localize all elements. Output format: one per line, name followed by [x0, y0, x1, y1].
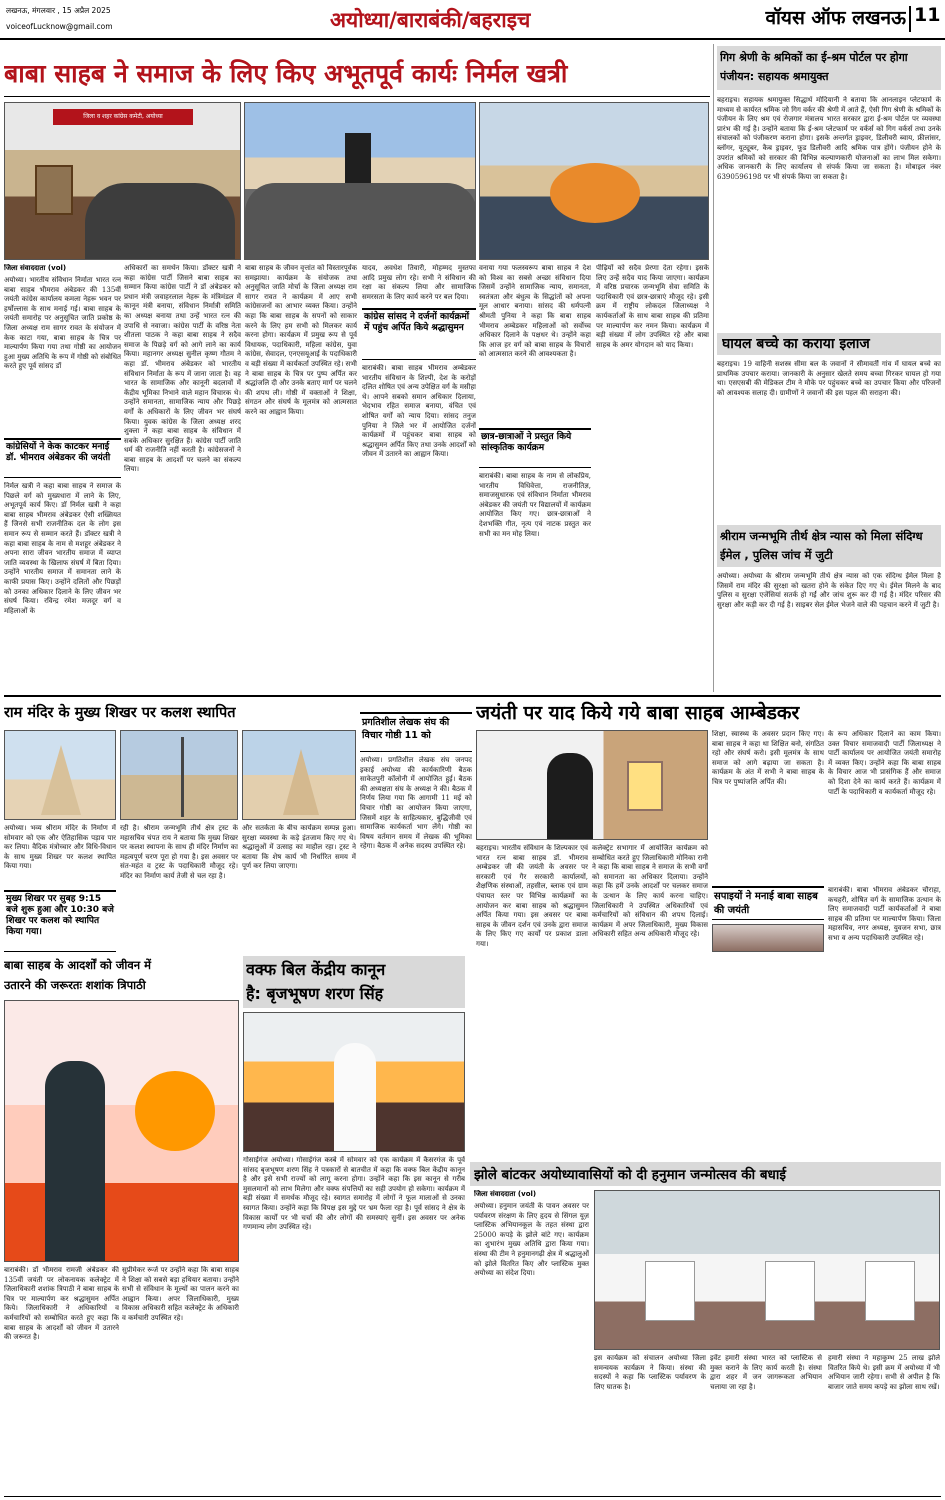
ambedkar-portrait [35, 165, 73, 215]
progressive-headline: प्रगतिशील लेखक संघ की विचार गोष्ठी 11 को [360, 712, 472, 752]
temple-photo-3 [242, 730, 356, 820]
photo-banner-text: जिला व शहर कांग्रेस कमेटी, अयोध्या [83, 113, 163, 120]
lead-subhead-1: कांग्रेसियों ने केक काटकर मनाई डॉ. भीमराव अंबेडकर की जयंती [4, 438, 121, 478]
lead-col-4: यादव, अवधेश तिवारी, मोहम्मद मुस्तफा आदि प्रमुख लोग रहे। सभी ने संविधान की रक्षा का संकल्प लिया और सामाजिक समरसता के लिए कार्य करने पर बल दिया। [362, 264, 476, 301]
bottom-rule [4, 1496, 941, 1497]
jhole-body-2: इस कार्यक्रम को संचालन अयोध्या जिला समन्वयक कार्यक्रम ने किया। संस्था की सदस्यों ने कहा कि प्लास्टिक पर्यावरण के लिए घातक है। [594, 1354, 706, 1391]
lead-col-1: अयोध्या। भारतीय संविधान निर्माता भारत रत्न बाबा साहब भीमराव अंबेडकर की 135वीं जयंती कांग्रेस कार्यालय कमला नेहरू भवन पर हर्षोल्लास के साथ मनाई गई। बाबा साहब के जयंती समारोह पर अनुसूचित जाति प्रकोष्ठ के जिला अध्यक्ष राम सागर रावत के संयोजन में केक काटा गया, बाबा साहब के चित्र पर माल्यार्पण किया गया तथा गोष्ठी का आयोजन हुआ मुख्य अतिथि के रूप में गोष्ठी को संबोधित करते हुए पूर्व सांसद डॉ [4, 276, 121, 371]
group-shape [245, 183, 476, 260]
email-headline: श्रीराम जन्मभूमि तीर्थ क्षेत्र न्यास को मिला संदिग्ध ईमेल , पुलिस जांच में जुटी [720, 529, 923, 562]
issue-date: लखनऊ, मंगलवार , 15 अप्रैल 2025 [6, 6, 111, 15]
jhole-body-3: इवेंट हमारी संस्था भारत को प्लास्टिक से मुक्त कराने के लिए कार्य करती है। संस्था द्वारा शहर में जन जागरूकता अभियान चलाया जा रहा है। [710, 1354, 822, 1391]
lead-col-2: अधिकारों का समर्थन किया। डॉक्टर खत्री ने कहा कांग्रेस पार्टी जिसने बाबा साहब का सम्मान किया कांग्रेस पार्टी ने डॉ अंबेडकर को प्रधान मंत्री जवाहरलाल नेहरू के मंत्रिमंडल में कानून मंत्री बनाया, संविधान निर्मात्री समिति का अध्यक्ष बनाया तथा उन्हें भारत रत्न की उपाधि से नवाजा। कांग्रेस पार्टी के वरिष्ठ नेता शीतला पाठक ने कहा बाबा साहब ने सदैव समाज के पिछड़े वर्ग को आगे लाने का कार्य किया। महानगर अध्यक्ष सुनील कृष्ण गौतम ने कहा डॉ. भीमराव अंबेडकर को भारतीय संविधान निर्माता के रूप में जाना जाता है। वह भारत के सामाजिक और कानूनी बदलावों में केंद्रीय भूमिका निभाने वाले महान विचारक थे। उन्होंने समानता, सामाजिक न्याय और पिछड़े वर्गों के अधिकारों के लिए जीवन भर संघर्ष किया। युवक कांग्रेस के जिला अध्यक्ष शरद शुक्ला ने कहा बाबा साहब के संविधान में सबके अधिकार सुरक्षित हैं। कांग्रेस पार्टी जाति धर्म की राजनीति नहीं करती है। कांग्रेसजनों ने बाबा साहब के आदर्शों पर चलने का संकल्प लिया। [124, 264, 241, 474]
jhole-headline: झोले बांटकर अयोध्यावासियों को दी हनुमान जन्मोत्सव की बधाई [474, 1167, 786, 1183]
shikhar-shape [41, 745, 81, 815]
jayanti-body-1: बहराइच। भारतीय संविधान के शिल्पकार एवं भारत रत्न बाबा साहब डॉ. भीमराव अम्बेडकर जी की जयंती के अवसर पर सरकारी एवं गैर सरकारी कार्यालयों, शैक्षणिक संस्थाओं, तहसील, ब्लाक एवं ग्राम पंचायत स्तर पर विभिन्न कार्यक्रमों का आयोजन कर बाबा साहब को श्रद्धासुमन अर्पित किया गया। इस अवसर पर बाबा साहब के जीवन दर्शन एवं उनके द्वारा समाज के लिए किए गए कार्यों पर प्रकाश डाला गया। [476, 844, 588, 948]
ideals-headline-1: बाबा साहब के आदर्शों को जीवन में [4, 958, 152, 972]
bag-shape-1 [645, 1261, 695, 1321]
waqf-headline-2: है: बृजभूषण शरण सिंह [246, 984, 384, 1003]
lead-col-4b: बाराबंकी। बाबा साहब भीमराव अम्बेडकर भारतीय संविधान के शिल्पी, देश के करोड़ों दलित शोषित एवं अन्य उपेक्षित वर्ग के मसीहा थे। आपने सबको समान अधिकार दिलाया, भेदभाव रहित समाज बनाया, वंचित एवं शोषित वर्गों को न्याय दिया। सांसद तनुज पुनिया ने जिले भर में आयोजित दर्जनों कार्यक्रमों में पहुंचकर बाबा साहब को श्रद्धासुमन अर्पित किए तथा उनके आदर्शों को जीवन में उतारने का आह्वान किया। [362, 364, 476, 459]
lead-rule [4, 96, 710, 97]
jayanti-body-3: शिक्षा, स्वास्थ्य के अवसर प्रदान किए गए। बाबा साहब ने कहा था शिक्षित बनो, संगठित रहो और संघर्ष करो। इसी मूलमंत्र के साथ समाज को आगे बढ़ाया जा सकता है। कार्यक्रम के अंत में सभी ने बाबा साहब के चित्र पर पुष्पांजलि अर्पित की। [712, 730, 824, 786]
masthead-divider [909, 6, 911, 32]
waqf-headline-1: वक्फ बिल केंद्रीय कानून [246, 960, 386, 979]
temple-photo-2 [120, 730, 238, 820]
temple-col-1: अयोध्या। भव्य श्रीराम मंदिर के निर्माण में सोमवार को एक और ऐतिहासिक पड़ाव पार कर लिया। वैदिक मंत्रोच्चार और विधि-विधान के साथ मुख्य शिखर पर कलश स्थापित किया गया। [4, 824, 116, 871]
progressive-body: अयोध्या। प्रगतिशील लेखक संघ जनपद इकाई अयोध्या की कार्यकारिणी बैठक साकेतपुरी कॉलोनी में आयोजित हुई। बैठक की अध्यक्षता संघ के अध्यक्ष ने की। बैठक में निर्णय लिया गया कि आगामी 11 मई को विचार गोष्ठी का आयोजन किया जाएगा, जिसमें शहर के साहित्यकार, बुद्धिजीवी एवं सामाजिक कार्यकर्ता भाग लेंगे। गोष्ठी का विषय वर्तमान समय में लेखक की भूमिका रहेगा। बैठक में अनेक सदस्य उपस्थित रहे। [360, 756, 472, 851]
lead-col-3: बाबा साहब के जीवन वृत्तांत को विस्तारपूर्वक समझाया। कार्यक्रम के संयोजक तथा अनुसूचित जाति मोर्चा के जिला अध्यक्ष राम सागर रावत ने कार्यक्रम में आए सभी कांग्रेसजनों का आभार व्यक्त किया। उन्होंने कहा कि बाबा साहब के सपनों को साकार करने के लिए हम सभी को मिलकर कार्य करना होगा। कार्यक्रम में प्रमुख रूप से पूर्व विधायक, पदाधिकारी, महिला कांग्रेस, युवा कांग्रेस, सेवादल, एनएसयूआई के पदाधिकारी व बड़ी संख्या में कार्यकर्ता उपस्थित रहे। सभी ने बाबा साहब के चित्र पर पुष्प अर्पित कर श्रद्धांजलि दी और उनके बताए मार्ग पर चलने की शपथ ली। गोष्ठी में वक्ताओं ने शिक्षा, संगठन और संघर्ष के मूलमंत्र को आत्मसात करने का आह्वान किया। [245, 264, 357, 416]
jayanti-body-4: के रूप अधिकार दिलाने का काम किया। उक्त विचार समाजवादी पार्टी जिलाध्यक्ष ने पार्टी कार्यालय पर आयोजित जयंती समारोह में व्यक्त किए। उन्होंने कहा कि बाबा साहब के विचार आज भी प्रासंगिक हैं और समाज को दिशा देने का कार्य करते हैं। कार्यक्रम में पार्टी के पदाधिकारी व कार्यकर्ता मौजूद रहे। [828, 730, 941, 796]
jhole-body: अयोध्या। हनुमान जयंती के पावन अवसर पर पर्यावरण संरक्षण के लिए हृदय से सिंगल यूज़ प्लास्टिक अभियानकूल के तहत संस्था द्वारा 25000 कपड़े के झोले बांटे गए। कार्यक्रम का शुभारंभ मुख्य अतिथि द्वारा किया गया। संस्था की टीम ने हनुमानगढ़ी क्षेत्र में श्रद्धालुओं को झोले वितरित किए और प्लास्टिक मुक्त अयोध्या का संदेश दिया। [474, 1202, 589, 1278]
woman-shape [547, 753, 593, 840]
garland-shape [135, 1071, 215, 1151]
ideals-photo [4, 1000, 239, 1262]
lead-photo-1 [4, 102, 241, 260]
temple-subhead: मुख्य शिखर पर सुबह 9:15 बजे शुरू हुआ और 10:30 बजे शिखर पर कलश को स्थापित किया गया। [4, 890, 116, 952]
lead-col-6: पीढ़ियों को सदैव प्रेरणा देता रहेगा। इसके लिए उन्हें सदैव याद किया जाएगा। कार्यक्रम में वरिष्ठ प्रचारक जन्मभूमि सेवा समिति के पदाधिकारी एवं छात्र-छात्राएं मौजूद रहे। इसी क्रम में राष्ट्रीय लोकदल जिलाध्यक्ष ने कार्यकर्ताओं के साथ बाबा साहब की प्रतिमा पर माल्यार्पण कर नमन किया। कार्यक्रम में बड़ी संख्या में लोग उपस्थित रहे और बाबा साहब के अमर योगदान को याद किया। [596, 264, 709, 349]
temple-col-3: और सतर्कता के बीच कार्यक्रम सम्पन्न हुआ। सुरक्षा व्यवस्था के कड़े इंतजाम किए गए थे। श्रद्धालुओं में उत्साह का माहौल रहा। ट्रस्ट ने बताया कि शेष कार्य भी निर्धारित समय में पूर्ण कर लिया जाएगा। [242, 824, 356, 871]
jhole-credit: जिला संवाददाता (vol) [474, 1190, 537, 1198]
injured-body: बहराइच। 19 वाहिनी सशस्त्र सीमा बल के जवानों ने सीमावर्ती गांव में घायल बच्चे का प्राथमिक उपचार कराया। जानकारी के अनुसार खेलते समय बच्चा गिरकर घायल हो गया था। एसएसबी की मेडिकल टीम ने मौके पर पहुंचकर बच्चे का उपचार किया और परिजनों को आवश्यक सलाह दी। ग्रामीणों ने जवानों की इस पहल की सराहना की। [717, 360, 941, 397]
gig-body: बहराइच। सहायक श्रमायुक्त सिद्धार्थ मोदियानी ने बताया कि आनलाइन प्लेटफार्म के माध्यम से कार्यरत श्रमिक जो गिग वर्कर की श्रेणी में आते हैं, ऐसी गिग श्रेणी के श्रमिकों के पंजीयन के लिए श्रम एवं रोजगार मंत्रालय भारत सरकार द्वारा ई-श्रम पोर्टल पर व्यवस्था प्रारंभ की गई है। उन्होंने बताया कि ई-श्रम प्लेटफार्म पर वर्कर्स को गिग वर्कर्स तथा उनके संचालकों को पंजीकरण कराना होगा। इसके अन्तर्गत ड्राइवर, डिलीवरी ब्वाय, फ्रीलांसर, ब्लॉगर, यूट्यूबर, कैब ड्राइवर, फूड डिलीवरी आदि श्रमिक पात्र होंगे। पंजीयन होने के उपरांत श्रमिकों को सरकार की विभिन्न कल्याणकारी योजनाओं का लाभ मिल सकेगा। अधिक जानकारी के लिए कार्यालय से संपर्क किया जा सकता है। मोबाइल नंबर 6390596198 पर भी संपर्क किया जा सकता है। [717, 96, 941, 181]
leader-shape [334, 1043, 376, 1152]
jayanti-headline: जयंती पर याद किये गये बाबा साहब आम्बेडकर [476, 702, 800, 724]
lead-subhead-3: छात्र-छात्राओं ने प्रस्तुत किये सांस्कृतिक कार्यक्रम [479, 428, 591, 468]
email-body: अयोध्या। अयोध्या के श्रीराम जन्मभूमि तीर्थ क्षेत्र न्यास को एक संदिग्ध ईमेल मिला है जिसमें राम मंदिर की सुरक्षा को खतरा होने के संकेत दिए गए थे। ईमेल मिलने के बाद पुलिस व सुरक्षा एजेंसियां सतर्क हो गईं और जांच शुरू कर दी गई है। मंदिर परिसर की सुरक्षा और कड़ी कर दी गई है। साइबर सेल ईमेल भेजने वाले की पहचान करने में जुटी है। [717, 572, 941, 609]
lead-col-5b: बाराबंकी। बाबा साहब के नाम से लोकप्रिय, भारतीय विधिवेत्ता, राजनीतिज्ञ, समाजसुधारक एवं संविधान निर्माता भीमराव अंबेडकर की जयंती पर विद्यालयों में कार्यक्रम आयोजित किए गए। छात्र-छात्राओं ने देशभक्ति गीत, नृत्य एवं नाटक प्रस्तुत कर सभी का मन मोह लिया। [479, 472, 591, 538]
sp-photo [712, 924, 824, 952]
bag-shape-3 [865, 1261, 915, 1321]
section-title: अयोध्या/बाराबंकी/बहराइच [330, 8, 531, 32]
ideals-col-2: सुप्रीमेकर रूर्ज पर उन्होंने कहा कि बाबा साहब ने शिक्षा को सबसे बड़ा हथियार बताया। उन्होंने सभी से संविधान के मूल्यों का पालन करने का आह्वान किया। अपर जिलाधिकारी, मुख्य विकास अधिकारी सहित कलेक्ट्रेट के अधिकारी व कर्मचारी उपस्थित रहे। [122, 1266, 239, 1322]
middle-rule [4, 695, 941, 697]
jhole-photo [594, 1190, 940, 1350]
lead-col-5: वनाया गया फलस्वरूप बाबा साहब ने देश को विश्व का सबसे अच्छा संविधान दिया जिसमें उन्होंने सामाजिक न्याय, समानता, स्वतंत्रता और बंधुत्व के सिद्धांतों को अपना मूल आधार बनाया। सांसद की धर्मपत्नी श्रीमती पुनिया ने कहा कि बाबा साहब भीमराव अम्बेडकर महिलाओं को सर्वोच्च अधिकार दिलाने के पक्षधर थे। उन्होंने कहा कि आज हर वर्ग को बाबा साहब के विचारों को आत्मसात करने की आवश्यकता है। [479, 264, 591, 359]
temple-col-2: रही है। श्रीराम जन्मभूमि तीर्थ क्षेत्र ट्रस्ट के महासचिव चंपत राय ने बताया कि मुख्य शिखर पर कलश स्थापना के साथ ही मंदिर निर्माण का महत्वपूर्ण चरण पूरा हो गया है। इस अवसर पर संत-महंत व ट्रस्ट के पदाधिकारी मौजूद रहे। मंदिर का निर्माण कार्य तेजी से चल रहा है। [120, 824, 238, 880]
jayanti-body-5: बाराबंकी। बाबा भीमराव अंबेडकर चौराहा, कचहरी, शोषित वर्ग के सामाजिक उत्थान के लिए समाजवादी पार्टी कार्यकर्ताओं ने बाबा साहब की प्रतिमा पर माल्यार्पण किया। जिला महासचिव, नगर अध्यक्ष, युवजन सभा, छात्र सभा व अन्य पदाधिकारी उपस्थित रहे। [828, 886, 941, 942]
ideals-col-1: बाराबंकी। डॉ भीमराव रामजी अंबेडकर की 135वीं जयंती पर लोकनायक कलेक्ट्रेट में जिलाधिकारी शशांक त्रिपाठी ने बाबा साहब के चित्र पर माल्यार्पण कर श्रद्धासुमन अर्पित किये। जिलाधिकारी ने अधिकारियों व कर्मचारियों को सम्बोधित करते हुए कहा कि बाबा साहब के आदर्शों को जीवन में उतारने की जरूरत है। [4, 1266, 119, 1342]
gig-headline: गिग श्रेणी के श्रमिकों का ई-श्रम पोर्टल पर होगा पंजीयन: सहायक श्रमायुक्त [720, 51, 908, 83]
injured-headline: घायल बच्चे का कराया इलाज [722, 336, 870, 352]
jayanti-body-2: कलेक्ट्रेट सभागार में आयोजित कार्यक्रम को सम्बोधित करते हुए जिलाधिकारी मोनिका रानी ने कहा कि बाबा साहब ने समाज के सभी वर्गों को समानता का अधिकार दिलाया। उन्होंने कहा कि हमें उनके आदर्शों पर चलकर समाज के उत्थान के लिए कार्य करना चाहिए। जिलाधिकारी ने उपस्थित अधिकारियों एवं कर्मचारियों को संविधान की शपथ दिलाई। कार्यक्रम में अपर जिलाधिकारी, मुख्य विकास अधिकारी सहित अन्य अधिकारी मौजूद रहे। [592, 844, 708, 939]
contact-email[interactable]: voiceofLucknow@gmail.com [6, 22, 113, 31]
ideals-headline-2: उतारने की जरूरतः शशांक त्रिपाठी [4, 978, 146, 992]
masthead [0, 0, 945, 40]
waqf-body: गोसाईगंज अयोध्या। गोसाईगंज कस्बे में सोमवार को एक कार्यक्रम में कैसरगंज के पूर्व सांसद बृजभूषण शरण सिंह ने पत्रकारों से बातचीत में कहा कि वक्फ बिल केंद्रीय कानून है और इसे सभी राज्यों को लागू करना होगा। उन्होंने कहा कि इस कानून से गरीब मुसलमानों को लाभ मिलेगा और वक्फ संपत्तियों का सही उपयोग हो सकेगा। कार्यक्रम में बड़ी संख्या में समर्थक मौजूद रहे। स्वागत समारोह में लोगों ने फूल मालाओं से उनका स्वागत किया। उन्होंने कहा कि विपक्ष इस मुद्दे पर भ्रम फैला रहा है। पूर्व सांसद ने क्षेत्र के विकास कार्यों पर भी चर्चा की और लोगों की समस्याएं सुनीं। इस अवसर पर अनेक गणमान्य लोग उपस्थित रहे। [243, 1156, 465, 1232]
lead-credit: जिला संवाददाता (vol) [4, 264, 67, 272]
man-shape [45, 1061, 105, 1262]
jhole-body-4: हमारी संस्था ने महाकुम्भ 25 लाख झोले वितरित किये थे। इसी क्रम में अयोध्या में भी अभियान जारी रहेगा। सभी से अपील है कि बाजार जाते समय कपड़े का झोला साथ रखें। [828, 1354, 940, 1391]
crowd-shape [85, 183, 235, 260]
lead-col-1b: निर्मल खत्री ने कहा बाबा साहब ने समाज के पिछले वर्ग को मुख्यधारा में लाने के लिए, अभूतपूर्व कार्य किए। डॉ निर्मल खत्री ने कहा बाबा साहब भीमराव अंबेडकर ऐसी शख्सियत हैं जिनसे सभी राजनीतिक दल के लोग इस समान रूप से सम्मान करते हैं। डॉक्टर खत्री ने कहा बाबा साहब के नाम से मशहूर अंबेडकर ने अपना सारा जीवन भारतीय समाज में व्याप्त जाति व्यवस्था के खिलाफ संघर्ष में बिता दिया। उन्होंने भारतीय समाज में समानता लाने के काफी प्रयास किए। उन्होंने दलितों और पिछड़ों को उनका अधिकार दिलाने के लिए जीवन भर संघर्ष किया। रविन्द्र रमेश मजदूर वर्ग व महिलाओं के [4, 482, 121, 615]
temple-photo-1 [4, 730, 116, 820]
temple-headline: राम मंदिर के मुख्य शिखर पर कलश स्थापित [4, 705, 236, 721]
portrait-frame [627, 761, 663, 811]
lead-headline: बाबा साहब ने समाज के लिए किए अभूतपूर्व कार्यः निर्मल खत्री [4, 59, 568, 88]
lead-photo-3 [479, 102, 709, 260]
paper-name: वॉयस ऑफ लखनऊ [765, 7, 906, 29]
jayanti-photo [476, 730, 708, 840]
page-number: 11 [914, 4, 941, 26]
bag-shape-2 [765, 1261, 815, 1321]
waqf-photo [243, 1012, 465, 1152]
jayanti-subhead: सपाइयों ने मनाई बाबा साहब की जयंती [712, 886, 824, 920]
lead-photo-2 [244, 102, 476, 260]
flower-shape [550, 163, 640, 223]
crane-shape [181, 737, 184, 817]
lead-subhead-2: कांग्रेस सांसद ने दर्जनों कार्यक्रमों में पहुंच अर्पित किये श्रद्धासुमन [362, 308, 476, 360]
right-column-divider [713, 44, 714, 692]
shikhar-shape-2 [283, 749, 319, 815]
